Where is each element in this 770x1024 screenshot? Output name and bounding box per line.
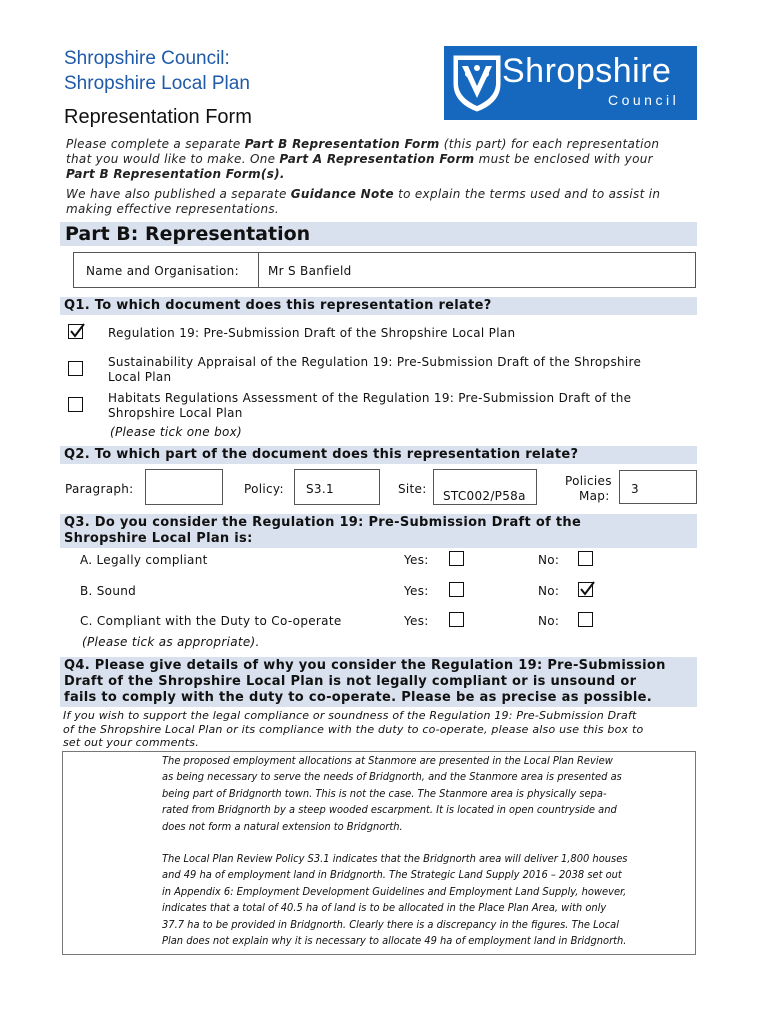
q1-option-3-label-line1: Habitats Regulations Assessment of the Regulation 19: Pre-Submission Draft of the <box>108 391 632 405</box>
q4-instructions-line3: set out your comments. <box>63 736 199 749</box>
q4-heading-line3: fails to comply with the duty to co-operate. Please be as precise as possible. <box>64 690 652 705</box>
q4-heading-line1: Q4. Please give details of why you consider the Regulation 19: Pre-Submission <box>64 658 666 673</box>
q1-option-1-label: Regulation 19: Pre-Submission Draft of the Shropshire Local Plan <box>108 326 516 340</box>
q1-option-2-label-line2: Local Plan <box>108 370 172 384</box>
q3-row-b-no-label: No: <box>538 584 560 598</box>
policies-map-value: 3 <box>631 482 639 496</box>
q1-heading: Q1. To which document does this representation relate? <box>60 297 697 315</box>
q3-row-c-no-label: No: <box>538 614 560 628</box>
checkmark-icon <box>68 322 86 340</box>
q3-heading-line2: Shropshire Local Plan is: <box>64 531 253 546</box>
logo-name: Shropshire <box>502 52 672 90</box>
q1-option-2-checkbox[interactable] <box>68 361 83 376</box>
name-label: Name and Organisation: <box>86 264 239 278</box>
comment-line: and 49 ha of employment land in Bridgnorth. The Strategic Land Supply 2016 – 2038 set out <box>162 868 622 882</box>
policy-label: Policy: <box>244 482 284 496</box>
q3-row-a-yes-label: Yes: <box>404 553 429 567</box>
part-b-heading: Part B: Representation <box>60 222 697 246</box>
comment-line: The Local Plan Review Policy S3.1 indicates that the Bridgnorth area will deliver 1,800 houses <box>162 852 628 865</box>
q3-heading-line1: Q3. Do you consider the Regulation 19: Pre-Submission Draft of the <box>64 515 582 530</box>
q1-note: (Please tick one box) <box>110 425 243 439</box>
q4-heading-line2: Draft of the Shropshire Local Plan is not legally compliant or is unsound or <box>64 674 637 689</box>
document-title-line1: Shropshire Council: <box>64 48 230 69</box>
q3-note: (Please tick as appropriate). <box>82 635 260 649</box>
q1-option-3-label-line2: Shropshire Local Plan <box>108 406 243 420</box>
q3-row-a-label: A. Legally compliant <box>80 553 208 567</box>
policies-map-label-line1: Policies <box>565 474 612 488</box>
q3-row-a-yes-checkbox[interactable] <box>449 551 464 566</box>
policies-map-label-line2: Map: <box>579 489 610 503</box>
q3-row-c-no-checkbox[interactable] <box>578 612 593 627</box>
comments-paragraph-2 <box>162 851 692 949</box>
q4-instructions-line2: of the Shropshire Local Plan or its compliance with the duty to co-operate, please also use this box to <box>63 722 644 736</box>
checkmark-icon <box>578 580 596 598</box>
comment-line: 37.7 ha to be provided in Bridgnorth. Clearly there is a discrepancy in the figures. The Local <box>162 917 619 931</box>
q3-row-a-no-checkbox[interactable] <box>578 551 593 566</box>
q3-row-b-yes-checkbox[interactable] <box>449 582 464 597</box>
comments-paragraph-1 <box>162 753 692 835</box>
q3-row-a-no-label: No: <box>538 553 560 567</box>
name-box-divider <box>258 252 259 288</box>
q1-option-3-checkbox[interactable] <box>68 397 83 412</box>
crest-icon <box>452 54 502 112</box>
paragraph-field[interactable] <box>145 469 223 505</box>
intro-paragraph-1: Please complete a separate Part B Representation Form (this part) for each representation that you would like to make. One Part A Representation Form must be enclosed with your Part B Representation Form(s). <box>66 137 660 181</box>
form-subtitle: Representation Form <box>64 106 252 128</box>
q3-row-c-label: C. Compliant with the Duty to Co-operate <box>80 614 342 628</box>
site-label: Site: <box>398 482 427 496</box>
comment-line: Plan does not explain why it is necessary to allocate 49 ha of employment land in Bridgnorth. <box>162 934 627 948</box>
site-value: STC002/P58a <box>443 489 526 503</box>
q3-heading <box>60 514 697 548</box>
comment-line: The proposed employment allocations at Stanmore are presented in the Local Plan Review <box>162 754 613 767</box>
q1-option-1-checkbox[interactable] <box>68 324 83 339</box>
q3-row-b-label: B. Sound <box>80 584 137 598</box>
q4-instructions <box>63 709 703 750</box>
name-value[interactable]: Mr S Banfield <box>268 264 352 278</box>
q4-heading <box>60 657 697 707</box>
q3-row-b-yes-label: Yes: <box>404 584 429 598</box>
q2-heading: Q2. To which part of the document does this representation relate? <box>60 446 697 464</box>
q1-option-2-label-line1: Sustainability Appraisal of the Regulation 19: Pre-Submission Draft of the Shropshire <box>108 355 642 369</box>
logo-sub: Council <box>608 92 680 108</box>
comment-line: as being necessary to serve the needs of Bridgnorth, and the Stanmore area is presented as <box>162 770 622 784</box>
q3-row-c-yes-checkbox[interactable] <box>449 612 464 627</box>
q3-row-c-yes-label: Yes: <box>404 614 429 628</box>
policy-value: S3.1 <box>306 482 334 496</box>
document-title-line2: Shropshire Local Plan <box>64 73 250 94</box>
comment-line: does not form a natural extension to Bridgnorth. <box>162 819 403 833</box>
comment-line: being part of Bridgnorth town. This is not the case. The Stanmore area is physically sepa- <box>162 786 607 800</box>
paragraph-label: Paragraph: <box>65 482 134 496</box>
comment-line: in Appendix 6: Employment Development Guidelines and Employment Land Supply, however, <box>162 884 627 898</box>
intro-paragraph-2: We have also published a separate Guidance Note to explain the terms used and to assist in making effective representations. <box>66 187 661 216</box>
comment-line: rated from Bridgnorth by a steep wooded escarpment. It is located in open countryside and <box>162 803 617 817</box>
q3-row-b-no-checkbox[interactable] <box>578 582 593 597</box>
q4-instructions-line1: If you wish to support the legal compliance or soundness of the Regulation 19: Pre-Submission Draft <box>63 709 637 722</box>
comment-line: indicates that a total of 40.5 ha of land is to be allocated in the Place Plan Area, with only <box>162 901 607 915</box>
